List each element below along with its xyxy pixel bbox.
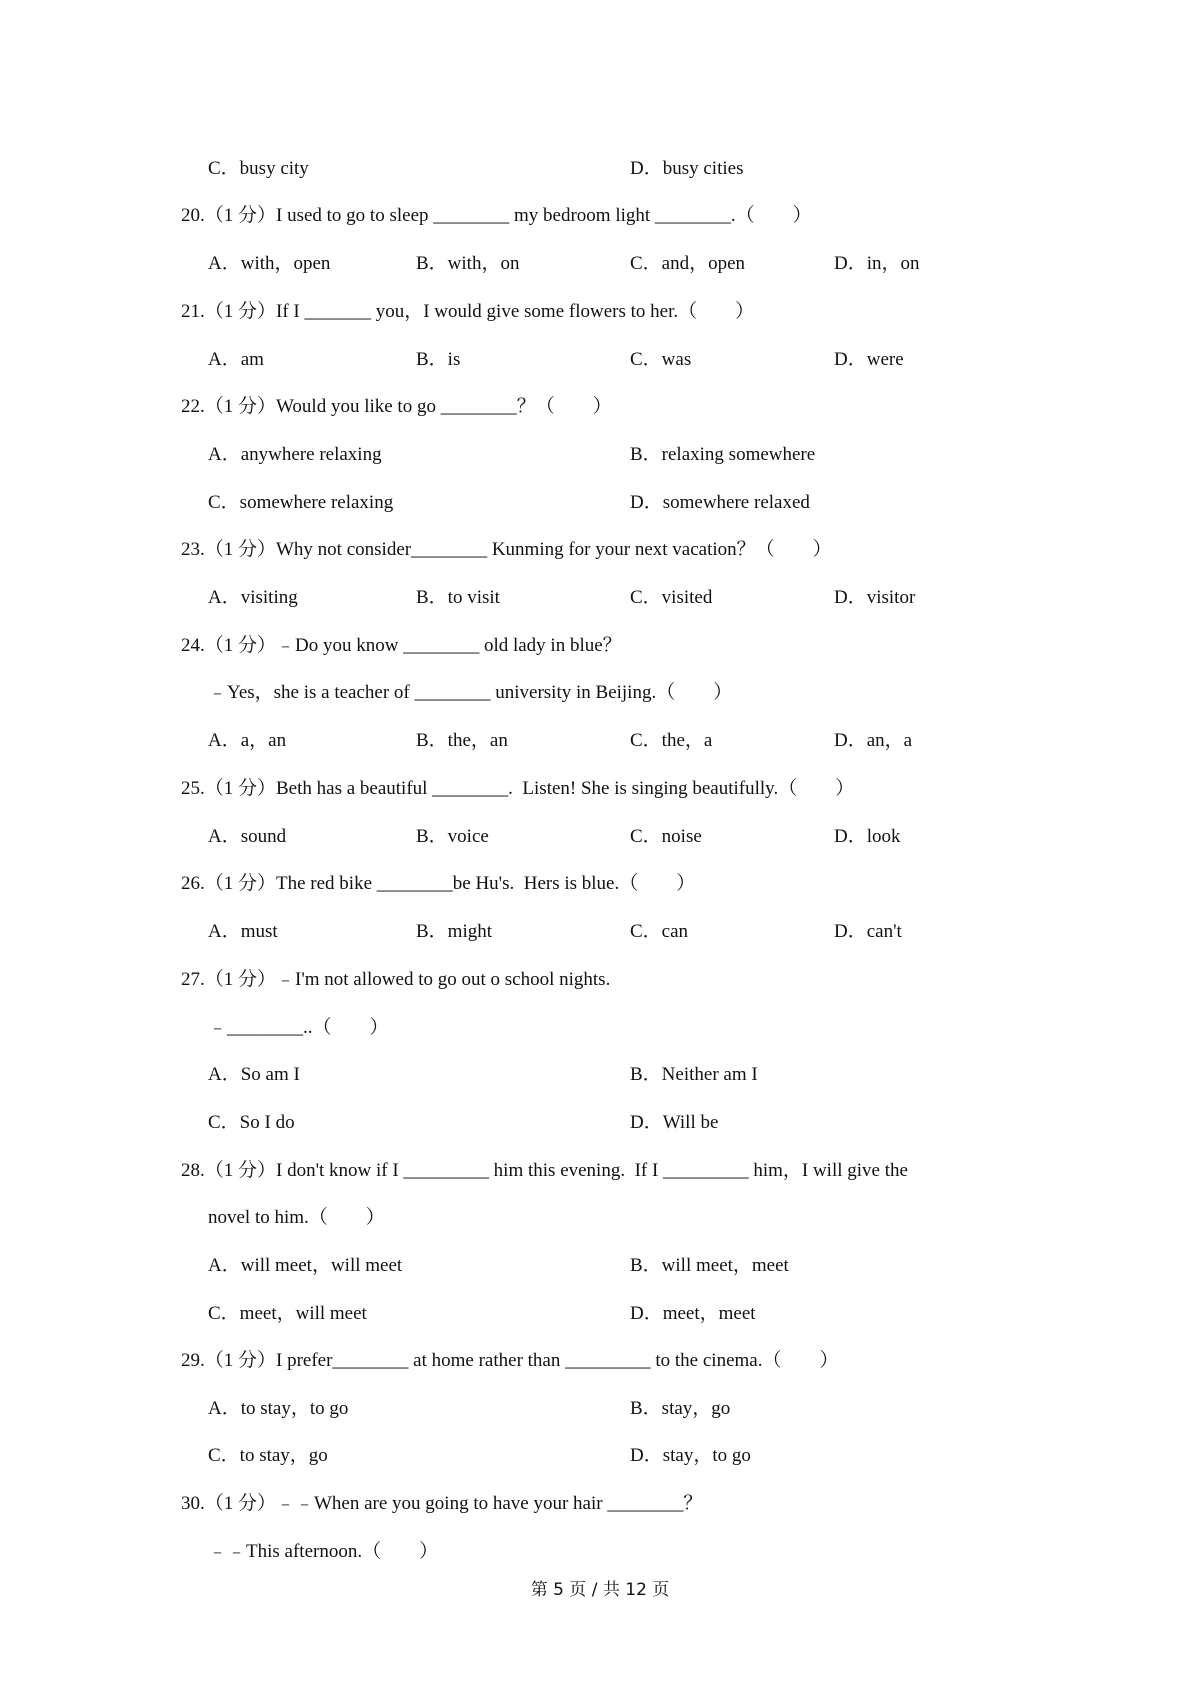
question-24-continuation: ﹣Yes，she is a teacher of ________ university in Beijing.（ ） [208, 682, 733, 703]
page-footer: 第 5 页 / 共 12 页 [530, 1580, 670, 1600]
q27-option-a: A．So am I [208, 1064, 300, 1085]
q28-option-d: D．meet，meet [630, 1303, 756, 1324]
q24-option-a: A．a，an [208, 730, 287, 751]
q25-option-a: A．sound [208, 826, 287, 847]
q29-option-b: B．stay，go [630, 1398, 731, 1419]
q29-option-c: C．to stay，go [208, 1445, 328, 1466]
option-d: D．busy cities [630, 158, 744, 179]
q27-option-c: C．So I do [208, 1112, 295, 1133]
question-22-stem: 22.（1 分）Would you like to go ________？（ ） [181, 396, 612, 417]
q29-option-d: D．stay，to go [630, 1445, 751, 1466]
q24-option-d: D．an，a [834, 730, 913, 751]
q28-option-b: B．will meet，meet [630, 1255, 789, 1276]
q21-option-b: B．is [416, 349, 461, 370]
question-28-continuation: novel to him.（ ） [208, 1207, 385, 1228]
question-29-stem: 29.（1 分）I prefer________ at home rather than _________ to the cinema.（ ） [181, 1350, 839, 1371]
q20-option-b: B．with，on [416, 253, 520, 274]
question-27-stem: 27.（1 分）﹣I'm not allowed to go out o school nights. [181, 969, 611, 990]
q26-option-d: D．can't [834, 921, 902, 942]
q21-option-d: D．were [834, 349, 904, 370]
question-30-stem: 30.（1 分）﹣﹣When are you going to have your hair ________？ [181, 1493, 703, 1514]
q23-option-b: B．to visit [416, 587, 500, 608]
question-24-stem: 24.（1 分）﹣Do you know ________ old lady in blue？ [181, 635, 622, 656]
q28-option-c: C．meet，will meet [208, 1303, 367, 1324]
question-30-continuation: ﹣﹣This afternoon.（ ） [208, 1541, 439, 1562]
q22-option-b: B．relaxing somewhere [630, 444, 816, 465]
question-25-stem: 25.（1 分）Beth has a beautiful ________. Listen! She is singing beautifully.（ ） [181, 778, 855, 799]
q22-option-d: D．somewhere relaxed [630, 492, 810, 513]
question-21-stem: 21.（1 分）If I _______ you，I would give some flowers to her.（ ） [181, 301, 755, 322]
q27-option-d: D．Will be [630, 1112, 719, 1133]
q20-option-a: A．with，open [208, 253, 331, 274]
q24-option-b: B．the，an [416, 730, 508, 751]
q28-option-a: A．will meet，will meet [208, 1255, 403, 1276]
question-26-stem: 26.（1 分）The red bike ________be Hu's. Hers is blue.（ ） [181, 873, 696, 894]
q20-option-d: D．in，on [834, 253, 920, 274]
q22-option-a: A．anywhere relaxing [208, 444, 382, 465]
q22-option-c: C．somewhere relaxing [208, 492, 394, 513]
q21-option-c: C．was [630, 349, 692, 370]
q23-option-d: D．visitor [834, 587, 916, 608]
q26-option-a: A．must [208, 921, 278, 942]
q23-option-a: A．visiting [208, 587, 298, 608]
question-20-stem: 20.（1 分）I used to go to sleep ________ my bedroom light ________.（ ） [181, 205, 812, 226]
q25-option-c: C．noise [630, 826, 702, 847]
q20-option-c: C．and，open [630, 253, 746, 274]
question-27-continuation: ﹣________..（ ） [208, 1017, 389, 1038]
q27-option-b: B．Neither am I [630, 1064, 758, 1085]
q23-option-c: C．visited [630, 587, 713, 608]
question-28-stem: 28.（1 分）I don't know if I _________ him this evening. If I _________ him，I will give the [181, 1160, 908, 1181]
q26-option-c: C．can [630, 921, 689, 942]
q21-option-a: A．am [208, 349, 264, 370]
q25-option-b: B．voice [416, 826, 489, 847]
option-c: C．busy city [208, 158, 309, 179]
q24-option-c: C．the，a [630, 730, 713, 751]
q29-option-a: A．to stay，to go [208, 1398, 349, 1419]
q26-option-b: B．might [416, 921, 493, 942]
q25-option-d: D．look [834, 826, 901, 847]
question-23-stem: 23.（1 分）Why not consider________ Kunming for your next vacation？（ ） [181, 539, 832, 560]
